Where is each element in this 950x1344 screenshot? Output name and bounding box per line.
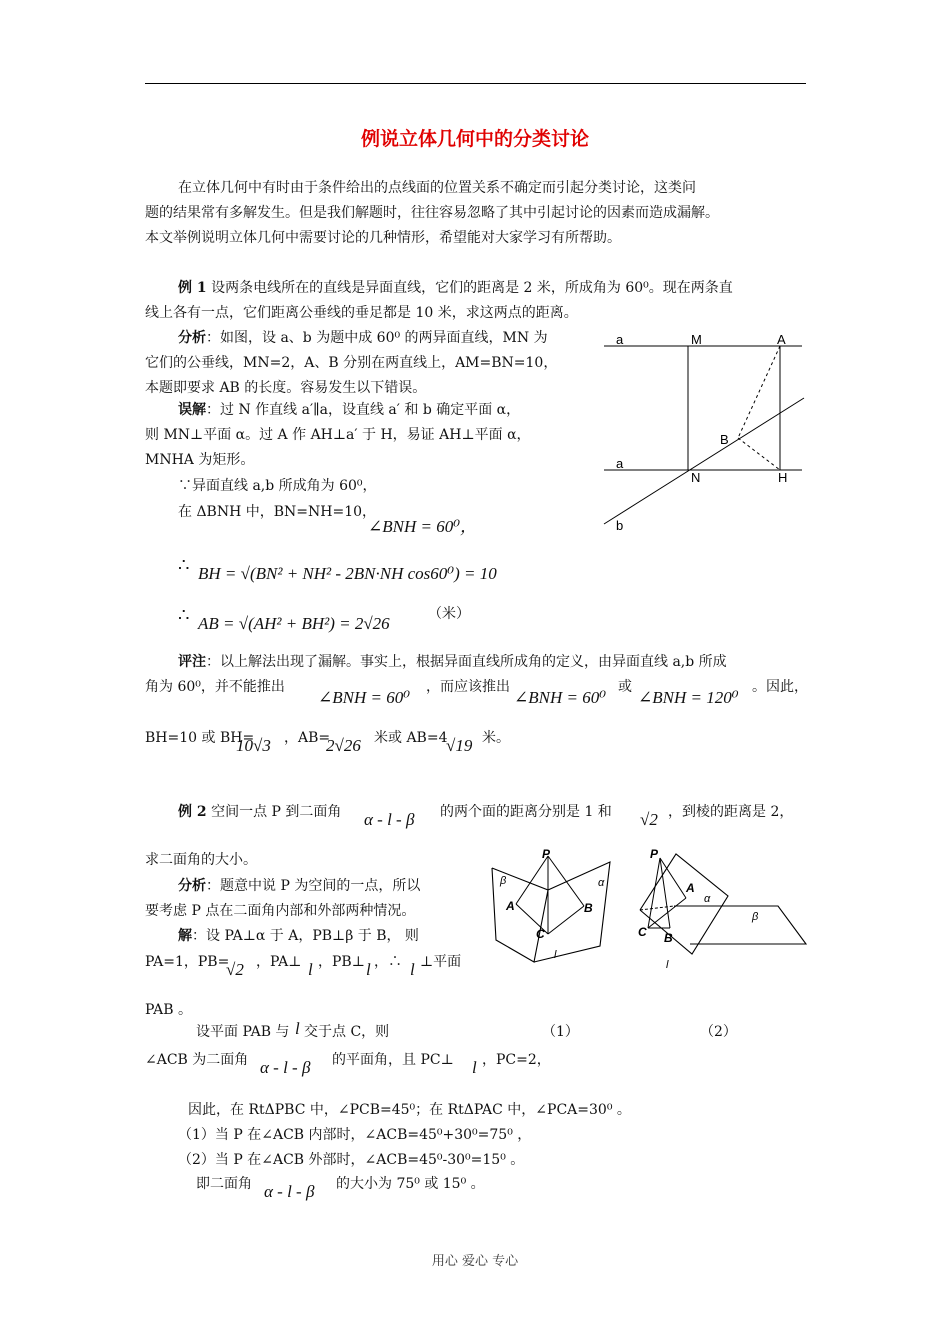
ex1-comment-2f: ∠BNH = 120⁰ bbox=[638, 688, 739, 707]
ex1-comment-2g: 。因此， bbox=[752, 679, 808, 695]
ex1-result-b: 10√3 bbox=[236, 736, 271, 755]
ex2-head: 例 2 bbox=[178, 804, 207, 820]
page-footer: 用心 爱心 专心 bbox=[431, 1254, 519, 1269]
ex2-line-2: 求二面角的大小。 bbox=[145, 852, 257, 868]
ex1-result-f: √19 bbox=[446, 736, 473, 755]
fig1-label-a-top: a bbox=[616, 332, 624, 347]
ex2-analysis-label: 分析 bbox=[178, 878, 206, 894]
fig1b-label-c: C bbox=[536, 927, 545, 941]
ex1-comment-2a: 角为 60⁰，并不能推出 bbox=[145, 679, 285, 695]
fig1-label-n: N bbox=[691, 470, 701, 485]
ex1-therefore-2: ∴ bbox=[178, 605, 190, 626]
fig1b-label-b: B bbox=[584, 901, 593, 915]
fig2-seg-ca bbox=[648, 898, 686, 928]
ex1-line-1 bbox=[178, 278, 733, 298]
fig1-label-a: A bbox=[777, 332, 786, 347]
ex2-sol-4c: 交于点 C，则 bbox=[304, 1024, 390, 1040]
ex1-comment-2d: ∠BNH = 60⁰ bbox=[514, 688, 607, 707]
ex1-analysis-line-3: 本题即要求 AB 的长度。容易发生以下错误。 bbox=[145, 380, 427, 396]
ex1-unit: （米） bbox=[428, 606, 470, 622]
ex1-result-c: ，AB= bbox=[284, 730, 331, 746]
fig2-plane-alpha bbox=[640, 854, 728, 954]
ex1-analysis-label: 分析 bbox=[178, 330, 206, 346]
ex2-sol-2a: PA=1，PB= bbox=[145, 954, 230, 970]
fig1-label-m: M bbox=[691, 332, 702, 347]
ex2-analysis-text-1: ：题意中说 P 为空间的一点，所以 bbox=[206, 878, 421, 894]
ex2-sol-4b: l bbox=[295, 1019, 300, 1038]
line-ab-dashed bbox=[738, 346, 780, 438]
ex2-line-1e: ，到棱的距离是 2， bbox=[668, 804, 794, 820]
ex2-sol-5a: ∠ACB 为二面角 bbox=[145, 1052, 249, 1068]
intro-line-3: 本文举例说明立体几何中需要讨论的几种情形，希望能对大家学习有所帮助。 bbox=[145, 230, 621, 246]
ex2-sol-2d: l bbox=[308, 960, 313, 979]
page-title: 例说立体几何中的分类讨论 bbox=[360, 128, 589, 150]
ex1-ab-formula: AB = √(AH² + BH²) = 2√26 bbox=[198, 614, 390, 633]
ex1-bh-formula: BH = √(BN² + NH² - 2BN·NH cos60⁰) = 10 bbox=[198, 564, 497, 583]
ex1-analysis-text-1: ：如图，设 a、b 为题中成 60⁰ 的两异面直线，MN 为 bbox=[206, 330, 548, 346]
ex1-comment-2e: 或 bbox=[618, 679, 632, 695]
fig1b-label-a: A bbox=[506, 899, 515, 913]
ex2-text-1a: 空间一点 P 到二面角 bbox=[211, 804, 342, 820]
ex1-comment-label: 评注 bbox=[178, 654, 206, 670]
ex2-figure-2 bbox=[634, 844, 808, 972]
ex2-sol-2b: √2 bbox=[226, 960, 244, 979]
ex1-result-d: 2√26 bbox=[326, 736, 361, 755]
ex2-sol-label: 解 bbox=[178, 928, 192, 944]
intro-line-2: 题的结果常有多解发生。但是我们解题时，往往容易忽略了其中引起讨论的因素而造成漏解。 bbox=[145, 205, 719, 221]
fig2-caption-2: （2） bbox=[700, 1024, 737, 1040]
ex2-case-2: （2）当 P 在∠ACB 外部时，∠ACB=45⁰-30⁰=15⁰ 。 bbox=[178, 1152, 525, 1168]
ex1-comment-line-1 bbox=[178, 652, 727, 672]
fig2b-label-l: l bbox=[666, 959, 669, 971]
ex2-sol-2f: l bbox=[366, 960, 371, 979]
ex1-wrong-line-3: MNHA 为矩形。 bbox=[145, 452, 255, 468]
fig1b-label-alpha: α bbox=[598, 877, 605, 889]
ex1-wrong-label: 误解 bbox=[178, 402, 206, 418]
ex2-sol-line-1 bbox=[178, 926, 419, 946]
ex1-in-triangle: 在 ΔBNH 中，BN=NH=10， bbox=[178, 504, 377, 520]
ex1-comment-text-1: ：以上解法出现了漏解。事实上，根据异面直线所成角的定义，由异面直线 a,b 所成 bbox=[206, 654, 727, 670]
ex2-sol-2h: l bbox=[410, 960, 415, 979]
ex2-sol-2g: ，∴ bbox=[374, 954, 402, 970]
ex2-sol-3: PAB 。 bbox=[145, 1002, 192, 1018]
fig1-seg-pa bbox=[516, 856, 548, 904]
fig1b-label-l: l bbox=[554, 949, 557, 961]
ex1-result-e: 米或 AB=4 bbox=[374, 730, 448, 746]
ex2-sol-2c: ，PA⊥ bbox=[256, 954, 302, 970]
ex2-line-1c: 的两个面的距离分别是 1 和 bbox=[440, 804, 612, 820]
intro-line-1: 在立体几何中有时由于条件给出的点线面的位置关系不确定而引起分类讨论，这类问 bbox=[178, 180, 696, 196]
ex2-sol-5e: ，PC=2， bbox=[482, 1052, 551, 1068]
ex2-final-c: 的大小为 75⁰ 或 15⁰ 。 bbox=[336, 1176, 485, 1192]
ex2-line-1d: √2 bbox=[640, 810, 658, 829]
ex2-analysis-line-1 bbox=[178, 876, 420, 896]
fig1b-label-beta: β bbox=[500, 875, 507, 887]
ex2-sol-4a: 设平面 PAB 与 bbox=[196, 1024, 290, 1040]
ex1-angle-eq: ∠BNH = 60⁰， bbox=[368, 517, 478, 536]
ex2-final-a: 即二面角 bbox=[196, 1176, 252, 1192]
ex1-wrong-text-1: ：过 N 作直线 a′∥a，设直线 a′ 和 b 确定平面 α， bbox=[206, 402, 521, 418]
ex1-result-g: 米。 bbox=[482, 730, 510, 746]
ex1-therefore-1: ∴ bbox=[178, 555, 190, 576]
fig2b-label-a: A bbox=[686, 881, 695, 895]
ex2-sol-2i: ⊥平面 bbox=[420, 954, 462, 970]
fig2b-label-beta: β bbox=[752, 911, 759, 923]
ex1-result-a: BH=10 或 BH= bbox=[145, 730, 255, 746]
fig1-seg-bc bbox=[548, 906, 584, 934]
fig2-plane-beta bbox=[674, 906, 806, 944]
ex2-sol-5d: l bbox=[472, 1058, 477, 1077]
fig1b-label-p: P bbox=[542, 847, 551, 861]
ex2-sol-2e: ，PB⊥ bbox=[318, 954, 365, 970]
fig2b-label-b: B bbox=[664, 931, 673, 945]
ex2-sol-5b: α - l - β bbox=[260, 1058, 311, 1077]
ex1-head: 例 1 bbox=[178, 280, 207, 296]
ex1-because: ∵异面直线 a,b 所成角为 60⁰， bbox=[178, 478, 377, 494]
ex2-figure-1 bbox=[486, 846, 614, 970]
fig1-label-h: H bbox=[778, 470, 788, 485]
fig2-hidden-edge bbox=[640, 906, 674, 910]
ex1-figure bbox=[596, 326, 818, 540]
ex1-text-1: 设两条电线所在的直线是异面直线，它们的距离是 2 米，所成角为 60⁰。现在两条直 bbox=[211, 280, 733, 296]
ex2-analysis-line-2: 要考虑 P 点在二面角内部和外部两种情况。 bbox=[145, 903, 416, 919]
ex1-wrong-line-2: 则 MN⊥平面 α。过 A 作 AH⊥a′ 于 H，易证 AH⊥平面 α， bbox=[145, 427, 531, 443]
fig2b-label-c: C bbox=[638, 925, 647, 939]
line-b bbox=[604, 398, 804, 524]
fig1-label-b-line: b bbox=[616, 518, 624, 533]
fig2-seg-pc bbox=[648, 858, 660, 928]
line-bh-dashed bbox=[738, 438, 780, 470]
fig1-label-a-bottom: a bbox=[616, 456, 624, 471]
ex1-comment-2b: ∠BNH = 60⁰ bbox=[318, 688, 411, 707]
ex1-analysis-line-2: 它们的公垂线，MN=2，A、B 分别在两直线上，AM=BN=10， bbox=[145, 355, 558, 371]
ex1-line-2: 线上各有一点，它们距离公垂线的垂足都是 10 米，求这两点的距离。 bbox=[145, 305, 578, 321]
ex2-final-b: α - l - β bbox=[264, 1182, 315, 1201]
fig2-seg-pa bbox=[660, 858, 686, 898]
fig1-seg-pb bbox=[548, 856, 584, 906]
ex2-sol-5c: 的平面角，且 PC⊥ bbox=[332, 1052, 454, 1068]
ex2-line-1b: α - l - β bbox=[364, 810, 415, 829]
ex1-analysis-line-1 bbox=[178, 328, 548, 348]
ex2-case-1: （1）当 P 在∠ACB 内部时，∠ACB=45⁰+30⁰=75⁰ ， bbox=[178, 1127, 532, 1143]
ex2-thus: 因此，在 RtΔPBC 中，∠PCB=45⁰；在 RtΔPAC 中，∠PCA=30⁰ 。 bbox=[188, 1102, 631, 1118]
fig2b-label-alpha: α bbox=[704, 893, 711, 905]
ex2-line-1a bbox=[178, 802, 341, 822]
fig2-caption-1: （1） bbox=[542, 1024, 579, 1040]
fig2b-label-p: P bbox=[650, 847, 659, 861]
ex1-comment-2c: ，而应该推出 bbox=[426, 679, 510, 695]
fig1-label-b: B bbox=[720, 432, 729, 447]
header-rule bbox=[145, 83, 806, 84]
ex2-sol-text-1: ：设 PA⊥α 于 A，PB⊥β 于 B， 则 bbox=[192, 928, 419, 944]
ex1-wrong-line-1 bbox=[178, 400, 520, 420]
